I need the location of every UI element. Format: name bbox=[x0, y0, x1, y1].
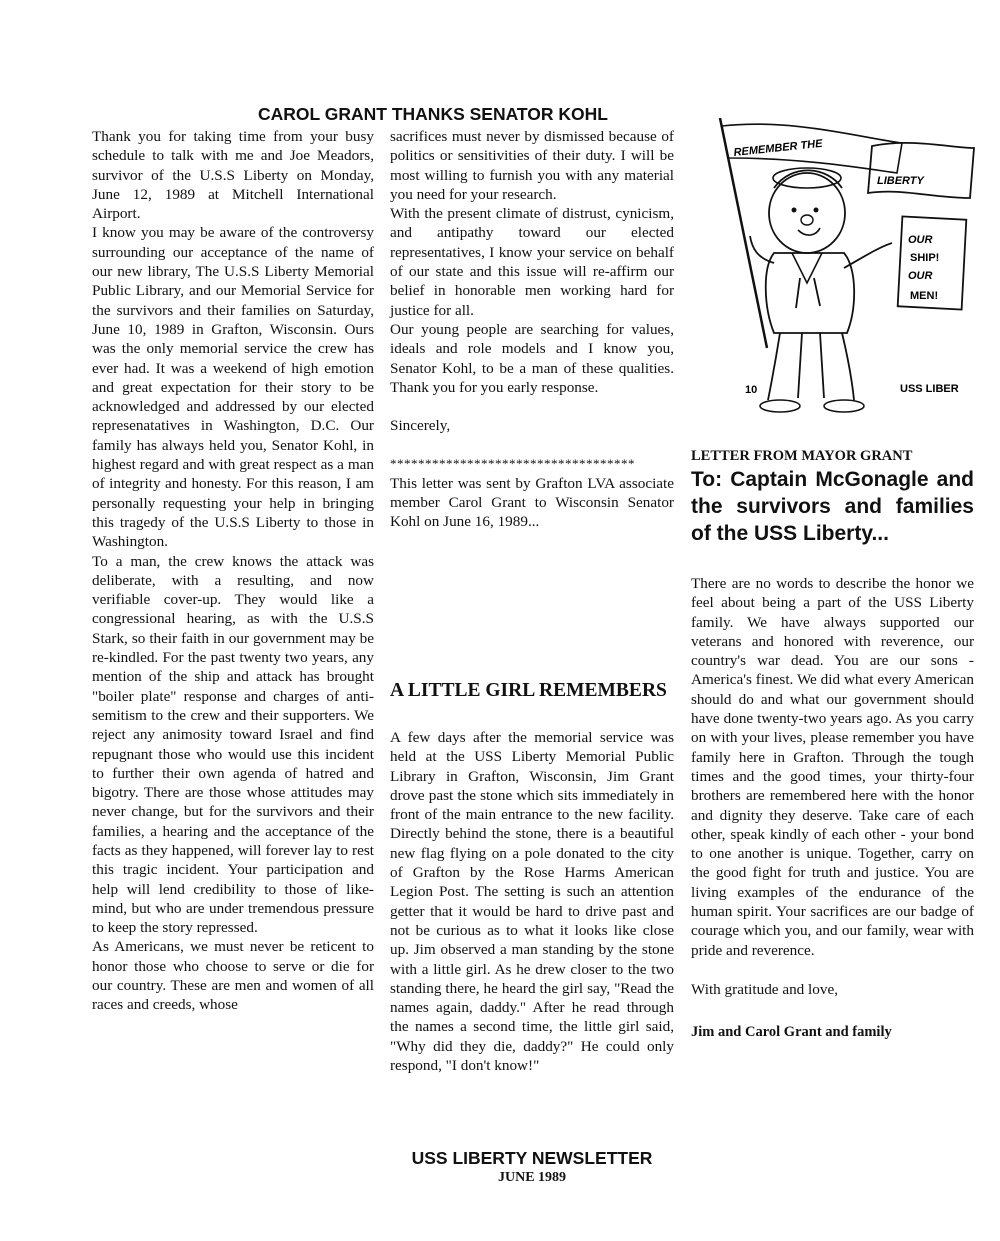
newsletter-date: JUNE 1989 bbox=[497, 1170, 567, 1185]
mayor-letter-closing: With gratitude and love, bbox=[691, 980, 839, 998]
mayor-letter-column bbox=[691, 574, 974, 1043]
letter-note: This letter was sent by Grafton LVA associate member Carol Grant to Wisconsin Senator Kohl on June 16, 1989... bbox=[390, 474, 674, 531]
mayor-letter-kicker: LETTER FROM MAYOR GRANT bbox=[691, 448, 913, 464]
page-number: 10 bbox=[745, 384, 758, 396]
girl-story-title: A LITTLE GIRL REMEMBERS bbox=[390, 680, 667, 701]
sign-text: SHIP! bbox=[910, 252, 940, 264]
girl-story-body: A few days after the memorial service was held at the USS Liberty Memorial Public Library in Grafton, Wisconsin, Jim Grant drove past the stone which sits immediately in front of the main entrance to the new facility. Directly behind the stone, there is a beautiful new flag flying on a pole donated to the city of Grafton by the Rose Harms American Legion Post. The setting is such an attention getter that it would be hard to drive past and not be curious as to what it looks like close up. Jim observed a man standing by the stone with a little girl. As he drew closer to the two standing there, he heard the girl say, "Read the names again, daddy." After he read through the names a second time, the little girl said, "Why did they die, daddy?" He could only respond, "I don't know!" bbox=[390, 729, 674, 1075]
mayor-letter-body: There are no words to describe the honor we feel about being a part of the USS Liberty family. We have always supported our veterans and honored with reverence, our country's war dead. You are our sons - America's finest. We did what every American should do and what our government should have done twenty-two years ago. As you carry on with your lives, please remember you have family here in Grafton. Through the tough times and the good times, your thirty-four brothers are remembered here with the honor and dignity they deserve. Take care of each other, speak kindly of each other - your bond to one another is unique. Together, carry on the good fight for truth and justice. You are living examples of the endurance of the human spirit. Your sacrifices are our badge of courage which you, and our family, wear with pride and reverence. bbox=[691, 575, 974, 959]
newsletter-title: USS LIBERTY NEWSLETTER bbox=[411, 1148, 653, 1168]
sign-off: Sincerely, bbox=[390, 417, 451, 435]
sign-text: OUR bbox=[908, 234, 933, 246]
article-column-2 bbox=[390, 127, 674, 532]
sign-text: OUR bbox=[908, 270, 933, 282]
mayor-letter-heading: To: Captain McGonagle and the survivors and families of the USS Liberty... bbox=[691, 468, 974, 545]
separator: *********************************** bbox=[390, 456, 635, 472]
article-paragraph: sacrifices must never by dismissed because of politics or sensitivities of their duty. I will be most willing to furnish you with any material you need for your research. bbox=[390, 128, 674, 203]
flag-text: LIBERTY bbox=[877, 175, 924, 187]
article-paragraph: I know you may be aware of the controversy surrounding our acceptance of the name of our new library, The U.S.S Liberty Memorial Public Library, and our Memorial Service for the survivors and their families on Saturday, June 10, 1989 in Grafton, Wisconsin. Ours was the only memorial service the crew has ever had. It was a weekend of high emotion and great expectation for their story to be acknowledged and addressed by our elected represenatatives in Washington, D.C. Our family has always held you, Senator Kohl, in highest regard and with great respect as a man of integrity and honesty. For this reason, I am personally requesting your help in bringing this tragedy of the U.S.S Liberty to those in Washington. bbox=[92, 224, 374, 551]
article-paragraph: As Americans, we must never be reticent to honor those who choose to serve or die for our country. These are men and women of all races and creeds, whose bbox=[92, 938, 374, 1014]
cartoon-caption: USS LIBER bbox=[900, 383, 959, 395]
article-title: CAROL GRANT THANKS SENATOR KOHL bbox=[258, 104, 608, 124]
article-column-1 bbox=[92, 127, 374, 1015]
article-paragraph: To a man, the crew knows the attack was deliberate, with a resulting, and now verifiable cover-up. They would like a congressional hearing, as with the U.S.S Stark, so their faith in our government may be re-kindled. For the past twenty two years, any mention of the ship and attack has brought "boiler plate" response and charges of anti-semitism to the crew and their supporters. We reject any animosity toward Israel and find repugnant those who would use this incident to further their own agenda of hatred and bigotry. There are those whose attitudes may never change, but for the survivors and their families, a hearing and the acceptance of the facts as they happened, will forever lay to rest this tragic incident. Your participation and help will lend credibility to those of like-mind, but who are under tremendous pressure to keep the story repressed. bbox=[92, 552, 374, 937]
sailor-cartoon-illustration bbox=[712, 118, 982, 418]
sign-text: MEN! bbox=[910, 290, 939, 302]
article-paragraph: Thank you for taking time from your busy schedule to talk with me and Joe Meadors, survivor of the U.S.S Liberty on Monday, June 12, 1989 at Mitchell International Airport. bbox=[92, 128, 374, 223]
girl-story-column bbox=[390, 728, 674, 1075]
article-paragraph: With the present climate of distrust, cynicism, and antipathy toward our elected representatives, I know your service on behalf of our state and this issue will re-affirm our belief in honorable men working hard for justice for all. bbox=[390, 205, 674, 319]
article-paragraph: Our young people are searching for values, ideals and role models and I know you, Senator Kohl, to be a man of these qualities. Thank you for you early response. bbox=[390, 320, 674, 396]
mayor-letter-signature: Jim and Carol Grant and family bbox=[691, 1024, 892, 1041]
banner-text: REMEMBER THE bbox=[733, 137, 824, 159]
